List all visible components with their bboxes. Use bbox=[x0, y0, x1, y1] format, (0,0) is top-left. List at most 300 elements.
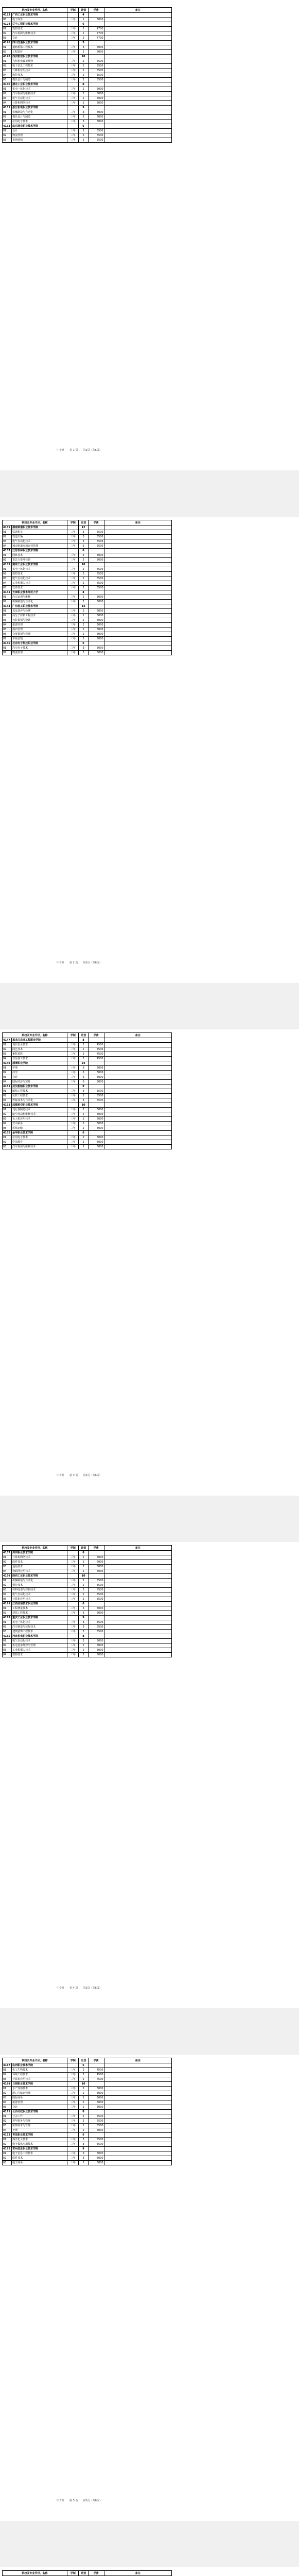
cell-code: 01 bbox=[3, 609, 12, 614]
cell-typ: 三年 bbox=[67, 1569, 79, 1574]
cell-plan: 3 bbox=[79, 1606, 88, 1611]
major-row bbox=[3, 1592, 172, 1597]
major-row bbox=[3, 133, 172, 138]
footer-text-b: 第 4 页 bbox=[69, 1987, 78, 1990]
cell-plan: 2 bbox=[79, 581, 88, 586]
cell-fee: 6000 bbox=[88, 115, 104, 120]
cell-note bbox=[104, 1122, 171, 1126]
cell-code: 03 bbox=[3, 1117, 12, 1122]
cell-plan: 2 bbox=[79, 600, 88, 604]
major-row bbox=[3, 69, 172, 73]
cell-name: 汽车运用与维修 bbox=[12, 595, 67, 600]
cell-name: 江苏农林职业技术学院 bbox=[12, 549, 67, 553]
cell-plan: 2 bbox=[79, 1648, 88, 1653]
cell-code: 4128 bbox=[3, 55, 12, 59]
school-row bbox=[3, 641, 172, 646]
cell-name: 工程测量技术 bbox=[12, 1606, 67, 1611]
table-header bbox=[3, 520, 172, 526]
cell-typ bbox=[67, 1602, 79, 1606]
cell-typ: 三年 bbox=[67, 59, 79, 64]
cell-fee: 5500 bbox=[88, 1620, 104, 1625]
major-row bbox=[3, 2100, 172, 2105]
cell-note bbox=[104, 1071, 171, 1075]
cell-fee bbox=[88, 1634, 104, 1639]
cell-typ: 三年 bbox=[67, 567, 79, 572]
cell-fee: 5500 bbox=[88, 1094, 104, 1098]
cell-plan: 2 bbox=[79, 1560, 88, 1565]
cell-typ: 三年 bbox=[67, 110, 79, 115]
cell-note bbox=[104, 1620, 171, 1625]
cell-note bbox=[104, 124, 171, 129]
cell-name: 机电设备维修与管理 bbox=[12, 1643, 67, 1648]
cell-typ: 三年 bbox=[67, 27, 79, 31]
cell-plan: 3 bbox=[79, 45, 88, 50]
cell-plan: 2 bbox=[79, 1136, 88, 1140]
header-name: 院校及专业代号、名称 bbox=[3, 1546, 67, 1551]
header-duration: 学制 bbox=[67, 8, 79, 13]
major-row bbox=[3, 539, 172, 544]
cell-plan: 2 bbox=[79, 577, 88, 581]
cell-typ: 三年 bbox=[67, 2077, 79, 2082]
cell-fee: 5500 bbox=[88, 1098, 104, 1103]
cell-code: 4161 bbox=[3, 1602, 12, 1606]
major-row bbox=[3, 628, 172, 632]
cell-plan: 3 bbox=[79, 651, 88, 655]
cell-code: 03 bbox=[3, 539, 12, 544]
cell-plan: 2 bbox=[79, 595, 88, 600]
cell-name: 电气自动化技术 bbox=[12, 1592, 67, 1597]
school-row bbox=[3, 41, 172, 45]
cell-note bbox=[104, 2082, 171, 2087]
cell-fee: 4500 bbox=[88, 1043, 104, 1047]
major-row bbox=[3, 1630, 172, 1634]
cell-name: 计算机应用技术 bbox=[12, 1597, 67, 1602]
cell-code: 4135 bbox=[3, 526, 12, 530]
cell-note bbox=[104, 1602, 171, 1606]
cell-note bbox=[104, 572, 171, 577]
cell-name: 材料成型与控制技术 bbox=[12, 1588, 67, 1592]
cell-name: 计算机应用技术 bbox=[12, 69, 67, 73]
cell-plan: 2 bbox=[79, 92, 88, 96]
cell-code: 01 bbox=[3, 129, 12, 133]
cell-plan: 2 bbox=[79, 1108, 88, 1112]
major-row bbox=[3, 115, 172, 120]
cell-fee bbox=[88, 1574, 104, 1579]
cell-note bbox=[104, 1648, 171, 1653]
cell-plan: 10 bbox=[79, 563, 88, 567]
cell-note bbox=[104, 1583, 171, 1588]
cell-plan: 2 bbox=[79, 50, 88, 55]
cell-name: 机电一体化技术 bbox=[12, 567, 67, 572]
cell-code: 04 bbox=[3, 101, 12, 106]
cell-code: 01 bbox=[3, 1043, 12, 1047]
cell-name: 常州信息职业技术学院 bbox=[12, 2147, 67, 2151]
cell-typ: 三年 bbox=[67, 2156, 79, 2161]
cell-name: 金华职业技术学院 bbox=[12, 1131, 67, 1136]
major-row bbox=[3, 618, 172, 623]
cell-fee: 5000 bbox=[88, 2091, 104, 2096]
cell-typ: 三年 bbox=[67, 1611, 79, 1616]
major-row bbox=[3, 101, 172, 106]
cell-typ: 三年 bbox=[67, 2068, 79, 2073]
cell-typ: 三年 bbox=[67, 96, 79, 101]
cell-fee bbox=[88, 641, 104, 646]
major-row bbox=[3, 553, 172, 558]
cell-code: 4137 bbox=[3, 549, 12, 553]
cell-name: 电子商务 bbox=[12, 2161, 67, 2165]
cell-name: 天津职业技术师范大学 bbox=[12, 590, 67, 595]
cell-fee bbox=[88, 604, 104, 609]
cell-code: 03 bbox=[3, 1565, 12, 1569]
cell-typ: 三年 bbox=[67, 544, 79, 549]
cell-name: 数控技术 bbox=[12, 1583, 67, 1588]
cell-note bbox=[104, 1653, 171, 1657]
cell-note bbox=[104, 64, 171, 69]
cell-name: 计算机网络技术 bbox=[12, 1555, 67, 1560]
cell-name: 会计 bbox=[12, 1075, 67, 1080]
major-row bbox=[3, 92, 172, 96]
major-row bbox=[3, 600, 172, 604]
cell-name: 轮机工程技术 bbox=[12, 1094, 67, 1098]
cell-typ bbox=[67, 563, 79, 567]
major-row bbox=[3, 1140, 172, 1145]
cell-name: 武汉船舶职业技术学院 bbox=[12, 1084, 67, 1089]
cell-typ: 三年 bbox=[67, 2138, 79, 2142]
cell-typ: 三年 bbox=[67, 120, 79, 124]
cell-typ: 三年 bbox=[67, 1057, 79, 1061]
cell-typ: 三年 bbox=[67, 1565, 79, 1569]
cell-code: 03 bbox=[3, 2096, 12, 2100]
cell-code: 02 bbox=[3, 133, 12, 138]
cell-note bbox=[104, 2073, 171, 2077]
cell-name: 酒店管理 bbox=[12, 628, 67, 632]
cell-note bbox=[104, 1103, 171, 1108]
cell-typ: 三年 bbox=[67, 1043, 79, 1047]
cell-typ bbox=[67, 590, 79, 595]
cell-code: 4157 bbox=[3, 1551, 12, 1555]
cell-typ: 三年 bbox=[67, 87, 79, 92]
cell-note bbox=[104, 110, 171, 115]
cell-note bbox=[104, 1061, 171, 1066]
cell-typ: 三年 bbox=[67, 628, 79, 632]
cell-plan: 8 bbox=[79, 82, 88, 87]
cell-code: 4145 bbox=[3, 641, 12, 646]
cell-code: 04 bbox=[3, 1057, 12, 1061]
cell-fee: 6000 bbox=[88, 632, 104, 637]
cell-note bbox=[104, 1066, 171, 1071]
cell-note bbox=[104, 2156, 171, 2161]
cell-plan: 5 bbox=[79, 41, 88, 45]
table-header bbox=[3, 1546, 172, 1551]
cell-note bbox=[104, 22, 171, 27]
cell-fee: 6000 bbox=[88, 1112, 104, 1117]
cell-plan: 2 bbox=[79, 2087, 88, 2091]
cell-code: 01 bbox=[3, 1639, 12, 1643]
header-duration: 学制 bbox=[67, 520, 79, 526]
cell-note bbox=[104, 1630, 171, 1634]
cell-fee bbox=[88, 2110, 104, 2114]
cell-plan: 2 bbox=[79, 73, 88, 78]
table-header bbox=[3, 2058, 172, 2063]
cell-typ bbox=[67, 1616, 79, 1620]
cell-note bbox=[104, 539, 171, 544]
cell-typ: 三年 bbox=[67, 2091, 79, 2096]
cell-code: 03 bbox=[3, 577, 12, 581]
page-footer bbox=[57, 448, 107, 452]
cell-note bbox=[104, 1140, 171, 1145]
cell-typ: 三年 bbox=[67, 623, 79, 628]
cell-fee bbox=[88, 1616, 104, 1620]
cell-code: 03 bbox=[3, 96, 12, 101]
cell-name: 软件技术 bbox=[12, 1560, 67, 1565]
cell-note bbox=[104, 50, 171, 55]
cell-note bbox=[104, 563, 171, 567]
cell-plan: 6 bbox=[79, 1602, 88, 1606]
cell-code: 02 bbox=[3, 558, 12, 563]
cell-name: 物流管理 bbox=[12, 133, 67, 138]
header-note: 备注 bbox=[104, 2058, 171, 2063]
cell-fee: 6000 bbox=[88, 1122, 104, 1126]
major-row bbox=[3, 1066, 172, 1071]
major-row bbox=[3, 1625, 172, 1630]
header-duration: 学制 bbox=[67, 2058, 79, 2063]
cell-typ: 三年 bbox=[67, 1122, 79, 1126]
cell-name: 南京工业职业技术学院 bbox=[12, 563, 67, 567]
cell-plan: 8 bbox=[79, 1038, 88, 1043]
cell-typ: 三年 bbox=[67, 530, 79, 535]
cell-fee: 6000 bbox=[88, 1560, 104, 1565]
cell-fee: 5500 bbox=[88, 535, 104, 539]
cell-note bbox=[104, 549, 171, 553]
cell-typ: 三年 bbox=[67, 1639, 79, 1643]
cell-typ: 三年 bbox=[67, 1094, 79, 1098]
cell-fee: 5000 bbox=[88, 1611, 104, 1616]
major-row bbox=[3, 646, 172, 651]
cell-typ: 三年 bbox=[67, 50, 79, 55]
cell-fee: 4500 bbox=[88, 2073, 104, 2077]
school-row bbox=[3, 124, 172, 129]
cell-plan: 2 bbox=[79, 1047, 88, 1052]
cell-code: 03 bbox=[3, 69, 12, 73]
cell-note bbox=[104, 59, 171, 64]
cell-name: 会计 bbox=[12, 36, 67, 41]
cell-note bbox=[104, 586, 171, 590]
major-row bbox=[3, 544, 172, 549]
cell-fee: 5000 bbox=[88, 87, 104, 92]
cell-note bbox=[104, 2138, 171, 2142]
major-row bbox=[3, 59, 172, 64]
cell-name: 辽宁工程职业技术学院 bbox=[12, 22, 67, 27]
major-row bbox=[3, 73, 172, 78]
major-row bbox=[3, 45, 172, 50]
header-plan: 计划 bbox=[79, 1546, 88, 1551]
cell-name: 成都航空职业技术学院 bbox=[12, 1103, 67, 1108]
header-name: 院校及专业代号、名称 bbox=[3, 2058, 67, 2063]
cell-typ bbox=[67, 1038, 79, 1043]
major-row bbox=[3, 1588, 172, 1592]
major-row bbox=[3, 623, 172, 628]
cell-note bbox=[104, 106, 171, 110]
cell-plan: 2 bbox=[79, 618, 88, 623]
cell-code: 4124 bbox=[3, 22, 12, 27]
header-name: 院校及专业代号、名称 bbox=[3, 2571, 67, 2576]
major-row bbox=[3, 1560, 172, 1565]
cell-note bbox=[104, 553, 171, 558]
cell-plan: 2 bbox=[79, 2105, 88, 2110]
header-fee: 学费 bbox=[88, 2058, 104, 2063]
cell-fee: 5000 bbox=[88, 92, 104, 96]
cell-plan: 8 bbox=[79, 1551, 88, 1555]
cell-name: 物流管理 bbox=[12, 651, 67, 655]
major-row bbox=[3, 2128, 172, 2133]
cell-plan: 3 bbox=[79, 1630, 88, 1634]
major-row bbox=[3, 50, 172, 55]
cell-name: 飞机机电设备维修 bbox=[12, 59, 67, 64]
cell-typ: 三年 bbox=[67, 595, 79, 600]
cell-code: 01 bbox=[3, 1136, 12, 1140]
cell-note bbox=[104, 544, 171, 549]
school-row bbox=[3, 2082, 172, 2087]
cell-name: 航空发动机维修技术 bbox=[12, 1112, 67, 1117]
cell-name: 社会工作 bbox=[12, 2114, 67, 2119]
footer-text-b: 第 1 页 bbox=[69, 449, 78, 452]
cell-code: 01 bbox=[3, 553, 12, 558]
cell-note bbox=[104, 1579, 171, 1583]
school-row bbox=[3, 1084, 172, 1089]
cell-name: 山西职业技术学院 bbox=[12, 2063, 67, 2068]
major-row bbox=[3, 1620, 172, 1625]
school-row bbox=[3, 2110, 172, 2114]
cell-name: 电子商务 bbox=[12, 18, 67, 22]
cell-plan: 2 bbox=[79, 59, 88, 64]
cell-name: 畜牧兽医 bbox=[12, 1052, 67, 1057]
cell-fee: 5000 bbox=[88, 1606, 104, 1611]
header-fee: 学费 bbox=[88, 8, 104, 13]
cell-name: 焊接技术与自动化 bbox=[12, 1098, 67, 1103]
page-footer bbox=[57, 1986, 107, 1990]
cell-plan: 2 bbox=[79, 1043, 88, 1047]
cell-name: 化工生物技术 bbox=[12, 2068, 67, 2073]
cell-plan: 2 bbox=[79, 96, 88, 101]
cell-name: 工程造价 bbox=[12, 50, 67, 55]
cell-code: 4141 bbox=[3, 590, 12, 595]
cell-fee: 5500 bbox=[88, 73, 104, 78]
cell-note bbox=[104, 92, 171, 96]
cell-code: 01 bbox=[3, 59, 12, 64]
cell-plan: 3 bbox=[79, 530, 88, 535]
cell-name: 机械制造与自动化 bbox=[12, 110, 67, 115]
major-row bbox=[3, 27, 172, 31]
major-row bbox=[3, 1043, 172, 1047]
cell-note bbox=[104, 2161, 171, 2165]
cell-plan: 2 bbox=[79, 1579, 88, 1583]
major-row bbox=[3, 2096, 172, 2100]
page-gap bbox=[0, 2521, 299, 2568]
cell-code: 04 bbox=[3, 1592, 12, 1597]
major-row bbox=[3, 567, 172, 572]
school-row bbox=[3, 1038, 172, 1043]
cell-name: 汽车检测与维修技术 bbox=[12, 31, 67, 36]
cell-code: 03 bbox=[3, 1588, 12, 1592]
cell-plan: 10 bbox=[79, 55, 88, 59]
cell-code: 05 bbox=[3, 2105, 12, 2110]
page-gap bbox=[0, 1496, 299, 1543]
major-row bbox=[3, 1643, 172, 1648]
cell-fee: 5000 bbox=[88, 646, 104, 651]
cell-fee: 5500 bbox=[88, 1583, 104, 1588]
cell-plan: 6 bbox=[79, 124, 88, 129]
cell-plan: 2 bbox=[79, 1126, 88, 1131]
major-row bbox=[3, 1094, 172, 1098]
cell-plan: 3 bbox=[79, 535, 88, 539]
school-row bbox=[3, 1131, 172, 1136]
cell-typ bbox=[67, 604, 79, 609]
cell-name: 国际商务 bbox=[12, 2096, 67, 2100]
cell-code: 02 bbox=[3, 64, 12, 69]
header-name: 院校及专业代号、名称 bbox=[3, 520, 67, 526]
cell-note bbox=[104, 129, 171, 133]
cell-fee: 4500 bbox=[88, 2068, 104, 2073]
cell-code: 01 bbox=[3, 1089, 12, 1094]
cell-code: 03 bbox=[3, 1052, 12, 1057]
cell-name: 湖北工业职业技术学院 bbox=[12, 82, 67, 87]
cell-name: 四川交通职业技术学院 bbox=[12, 41, 67, 45]
header-plan: 计划 bbox=[79, 2571, 88, 2576]
cell-name: 护理 bbox=[12, 1066, 67, 1071]
cell-typ: 三年 bbox=[67, 1140, 79, 1145]
cell-plan: 2 bbox=[79, 133, 88, 138]
major-row bbox=[3, 2114, 172, 2119]
cell-code: 08 bbox=[3, 18, 12, 22]
cell-fee: 6000 bbox=[88, 618, 104, 623]
cell-fee bbox=[88, 2063, 104, 2068]
cell-note bbox=[104, 558, 171, 563]
cell-fee: 4500 bbox=[88, 1052, 104, 1057]
cell-fee bbox=[88, 2133, 104, 2138]
cell-plan: 2 bbox=[79, 632, 88, 637]
cell-code: 4147 bbox=[3, 1038, 12, 1043]
cell-plan: 3 bbox=[79, 553, 88, 558]
cell-name: 市场营销 bbox=[12, 138, 67, 143]
footer-text-a: 中专升 bbox=[57, 1474, 65, 1477]
cell-name: 无人机应用技术 bbox=[12, 1117, 67, 1122]
cell-name: 海洋化工技术 bbox=[12, 2138, 67, 2142]
cell-code: 04 bbox=[3, 73, 12, 78]
cell-note bbox=[104, 2128, 171, 2133]
cell-note bbox=[104, 1052, 171, 1057]
cell-fee: 4700 bbox=[88, 27, 104, 31]
cell-fee: 6000 bbox=[88, 1117, 104, 1122]
school-row bbox=[3, 526, 172, 530]
cell-fee: 5000 bbox=[88, 595, 104, 600]
major-row bbox=[3, 1117, 172, 1122]
cell-typ: 三年 bbox=[67, 2073, 79, 2077]
cell-name: 船舶工程技术 bbox=[12, 1089, 67, 1094]
cell-fee: 5000 bbox=[88, 101, 104, 106]
cell-plan: 6 bbox=[79, 1131, 88, 1136]
cell-fee bbox=[88, 124, 104, 129]
cell-typ bbox=[67, 1103, 79, 1108]
cell-fee: 5500 bbox=[88, 1597, 104, 1602]
cell-plan: 2 bbox=[79, 36, 88, 41]
major-row bbox=[3, 138, 172, 143]
cell-plan: 6 bbox=[79, 2133, 88, 2138]
cell-typ: 三年 bbox=[67, 558, 79, 563]
cell-code: 04 bbox=[3, 1569, 12, 1574]
cell-fee: 5500 bbox=[88, 2119, 104, 2124]
cell-fee: 5000 bbox=[88, 1653, 104, 1657]
school-row bbox=[3, 563, 172, 567]
